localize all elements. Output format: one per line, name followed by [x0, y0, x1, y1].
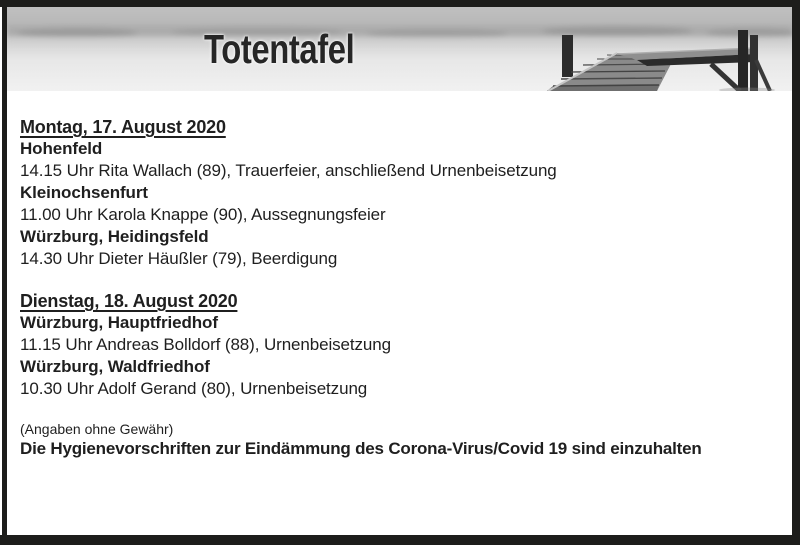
entry-detail: 14.15 Uhr Rita Wallach (89), Trauerfeier, anschließend Urnenbeisetzung	[20, 161, 557, 180]
entry-place: Würzburg, Heidingsfeld	[20, 227, 209, 246]
disclaimer-note: (Angaben ohne Gewähr)	[20, 421, 174, 437]
page-border-bottom	[0, 535, 800, 545]
entry-detail: 11.00 Uhr Karola Knappe (90), Aussegnungsfeier	[20, 205, 386, 224]
day-date: Dienstag, 18. August 2020	[20, 291, 238, 311]
header-banner	[7, 7, 792, 91]
day-section-monday	[20, 116, 782, 270]
page-border-top	[0, 0, 800, 7]
entry-detail: 10.30 Uhr Adolf Gerand (80), Urnenbeisetzung	[20, 379, 368, 398]
entry-detail: 14.30 Uhr Dieter Häußler (79), Beerdigung	[20, 249, 338, 268]
entry-place: Würzburg, Waldfriedhof	[20, 357, 210, 376]
page-border-right	[792, 0, 800, 545]
entry-place: Hohenfeld	[20, 139, 103, 158]
page-title: Totentafel	[204, 26, 355, 72]
entry-place: Kleinochsenfurt	[20, 183, 148, 202]
lake-dock-photo	[7, 7, 792, 91]
entry-place: Würzburg, Hauptfriedhof	[20, 313, 218, 332]
entry-detail: 11.15 Uhr Andreas Bolldorf (88), Urnenbeisetzung	[20, 335, 391, 354]
day-date: Montag, 17. August 2020	[20, 117, 226, 137]
day-section-tuesday	[20, 290, 782, 400]
hygiene-notice: Die Hygienevorschriften zur Eindämmung des Corona-Virus/Covid 19 sind einzuhalten	[20, 439, 702, 458]
obituary-content	[7, 91, 792, 460]
